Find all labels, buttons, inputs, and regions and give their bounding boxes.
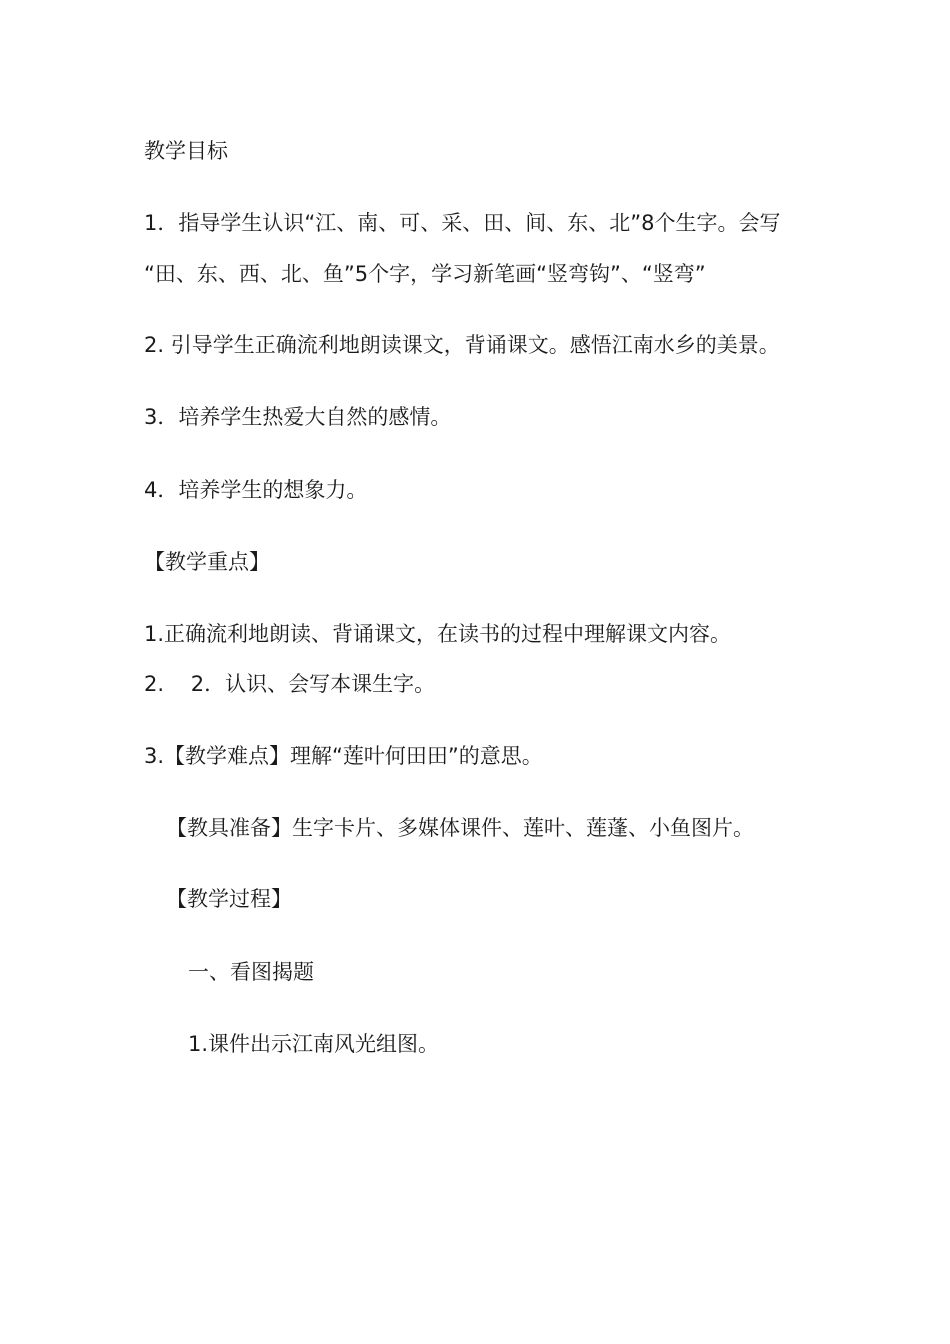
key-point-1: 1.正确流利地朗读、背诵课文，在读书的过程中理解课文内容。 [144, 622, 732, 646]
objective-1-line-1: 1．指导学生认识“江、南、可、采、田、间、东、北”8个生字。会写 [144, 211, 781, 235]
objective-4: 4．培养学生的想象力。 [144, 478, 368, 502]
objective-2: 2. 引导学生正确流利地朗读课文，背诵课文。感悟江南水乡的美景。 [144, 333, 780, 357]
step-one: 1.课件出示江南风光组图。 [188, 1032, 440, 1056]
objective-3: 3．培养学生热爱大自然的感情。 [144, 405, 452, 429]
materials-line: 【教具准备】生字卡片、多媒体课件、莲叶、莲蓬、小鱼图片。 [166, 816, 754, 840]
key-points-heading: 【教学重点】 [144, 550, 270, 574]
key-point-3: 3.【教学难点】理解“莲叶何田田”的意思。 [144, 744, 543, 768]
section-one-heading: 一、看图揭题 [188, 960, 314, 984]
objective-1-line-2: “田、东、西、北、鱼”5个字，学习新笔画“竖弯钩”、“竖弯” [144, 262, 706, 286]
process-heading: 【教学过程】 [166, 887, 292, 911]
key-point-2: 2. 2．认识、会写本课生字。 [144, 672, 436, 696]
section-title: 教学目标 [144, 139, 228, 163]
